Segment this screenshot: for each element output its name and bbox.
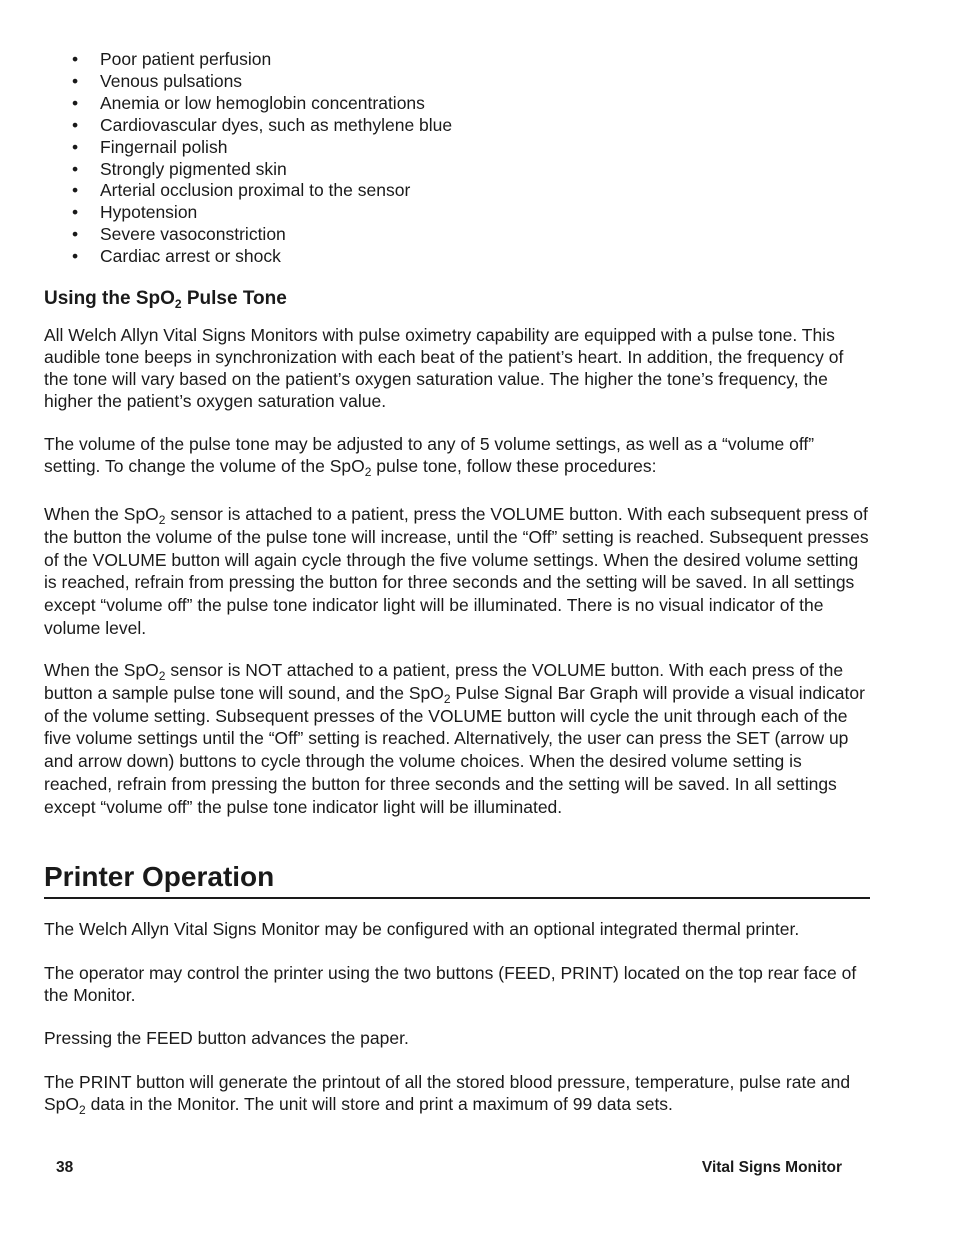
list-item: • Venous pulsations <box>72 71 452 93</box>
list-item: • Severe vasoconstriction <box>72 224 452 246</box>
list-item: • Poor patient perfusion <box>72 49 452 71</box>
list-item: • Strongly pigmented skin <box>72 159 452 181</box>
factors-list <box>72 49 452 268</box>
list-item: • Hypotension <box>72 202 452 224</box>
list-item: • Cardiac arrest or shock <box>72 246 452 268</box>
printer-paragraph-2: The operator may control the printer using the two buttons (FEED, PRINT) located on the top rear face of the Monitor. <box>44 963 857 1005</box>
footer-title: Vital Signs Monitor <box>701 1159 842 1176</box>
pulse-tone-heading: Using the SpO$_2$ Pulse Tone <box>44 288 287 311</box>
printer-paragraph-4: The PRINT button will generate the printout of all the stored blood pressure, temperature, pulse rate and SpO$_2$ data in the Monitor. The unit will store and print a maximum of 99 data sets. <box>44 1072 851 1117</box>
pulse-tone-paragraph-2: The volume of the pulse tone may be adjusted to any of 5 volume settings, as well as a “volume off” setting. To change the volume of the SpO$_2$ pulse tone, follow these procedures: <box>44 434 815 479</box>
pulse-tone-paragraph-1: All Welch Allyn Vital Signs Monitors with pulse oximetry capability are equipped with a pulse tone. This audible tone beeps in synchronization with each beat of the patient’s heart. In addition, the frequency of the tone will vary based on the patient’s oxygen saturation value. The higher the tone’s frequency, the higher the patient’s oxygen saturation value. <box>44 325 844 411</box>
list-item: • Cardiovascular dyes, such as methylene blue <box>72 115 452 137</box>
list-item: • Fingernail polish <box>72 137 452 159</box>
list-item: • Anemia or low hemoglobin concentrations <box>72 93 452 115</box>
page-number: 38 <box>56 1159 74 1176</box>
pulse-tone-paragraph-4: When the SpO$_2$ sensor is NOT attached to a patient, press the VOLUME button. With each press of the button a sample pulse tone will sound, and the SpO$_2$ Pulse Signal Bar Graph will provide a visual indicator of the volume setting. Subsequent presses of the VOLUME button will cycle the unit through each of the five volume settings until the “Off” setting is reached. Alternatively, the user can press the SET (arrow up and arrow down) buttons to cycle through the volume choices. When the desired volume setting is reached, refrain from pressing the button for three seconds and the setting will be saved. In all settings except “volume off” the pulse tone indicator light will be illuminated. <box>44 660 865 817</box>
pulse-tone-paragraph-3: When the SpO$_2$ sensor is attached to a patient, press the VOLUME button. With each subsequent press of the button the volume of the pulse tone will increase, until the “Off” setting is reached. Subsequent presses of the VOLUME button will again cycle through the five volume settings. When the desired volume setting is reached, refrain from pressing the button for three seconds and the setting will be saved. In all settings except “volume off” the pulse tone indicator light will be illuminated. There is no visual indicator of the volume level. <box>44 504 869 638</box>
list-item: • Arterial occlusion proximal to the sensor <box>72 180 452 202</box>
heading-rule <box>44 897 870 899</box>
printer-paragraph-3: Pressing the FEED button advances the paper. <box>44 1028 409 1048</box>
printer-paragraph-1: The Welch Allyn Vital Signs Monitor may be configured with an optional integrated thermal printer. <box>44 919 800 939</box>
printer-operation-heading: Printer Operation <box>44 861 275 892</box>
